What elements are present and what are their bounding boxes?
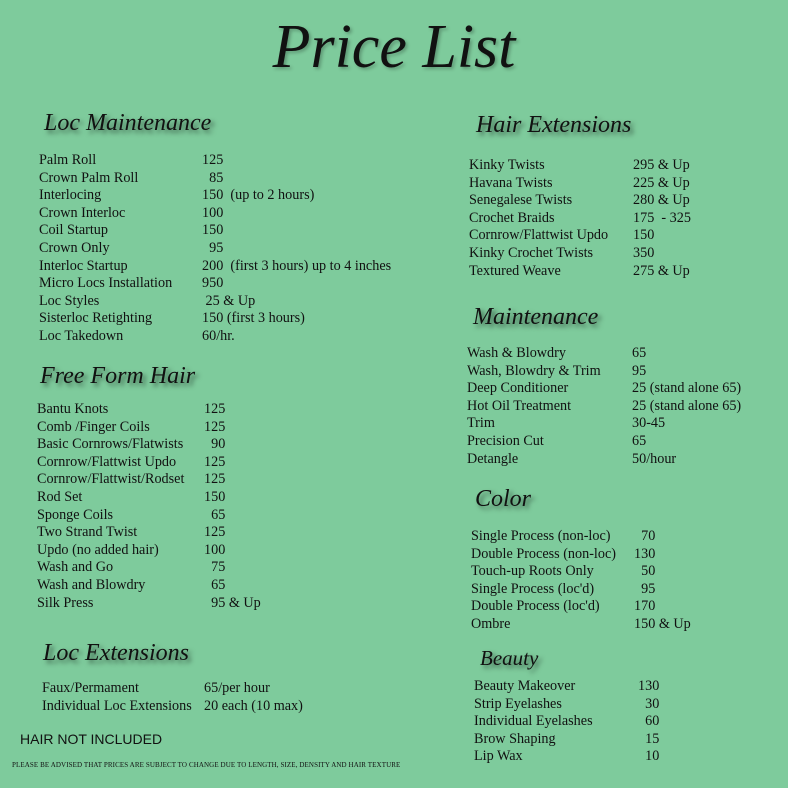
price-row — [39, 275, 419, 293]
price-row — [474, 713, 784, 731]
service-price: 65 — [204, 576, 226, 593]
price-row — [469, 210, 779, 228]
service-name: Kinky Crochet Twists — [469, 244, 594, 261]
service-name: Updo (no added hair) — [37, 541, 159, 558]
service-name: Crown Interloc — [39, 204, 126, 221]
loc-extensions-list — [42, 680, 422, 715]
service-name: Coil Startup — [39, 222, 108, 239]
service-price: 150 (first 3 hours) — [202, 310, 305, 327]
service-price: 95 — [634, 580, 656, 597]
service-price: 25 & Up — [202, 292, 256, 309]
service-name: Single Process (non-loc) — [471, 528, 611, 544]
loc-maintenance-list — [39, 152, 419, 346]
price-row — [37, 401, 417, 419]
service-name: Individual Loc Extensions — [42, 697, 192, 714]
price-row — [37, 454, 417, 472]
service-price: 60/hr. — [202, 327, 235, 344]
service-price: 50 — [634, 563, 656, 580]
service-name: Brow Shaping — [474, 730, 556, 747]
service-name: Cornrow/Flattwist Updo — [37, 453, 177, 470]
service-name: Individual Eyelashes — [474, 713, 593, 730]
service-name: Silk Press — [37, 594, 94, 611]
price-row — [37, 577, 417, 595]
service-name: Havana Twists — [469, 174, 553, 191]
price-row — [474, 678, 784, 696]
section-loc-maintenance — [44, 110, 211, 137]
service-price: 20 each (10 max) — [204, 697, 303, 714]
price-row — [42, 698, 422, 716]
service-price: 130 — [638, 678, 660, 694]
service-name: Crown Only — [39, 239, 110, 256]
service-price: 95 — [632, 362, 647, 379]
service-price: 150 — [633, 227, 655, 244]
service-name: Beauty Makeover — [474, 678, 576, 694]
service-name: Deep Conditioner — [467, 380, 569, 397]
service-price: 85 — [202, 169, 224, 186]
price-row — [471, 616, 781, 634]
section-heading: Loc Maintenance — [44, 110, 212, 136]
service-name: Cornrow/Flattwist Updo — [469, 227, 609, 244]
service-name: Crown Palm Roll — [39, 169, 139, 186]
section-heading: Hair Extensions — [476, 112, 632, 138]
service-price: 70 — [634, 528, 656, 544]
service-name: Trim — [467, 415, 495, 432]
price-row — [37, 542, 417, 560]
section-heading: Beauty — [480, 646, 539, 670]
service-name: Comb /Finger Coils — [37, 418, 150, 435]
service-price: 130 — [634, 545, 656, 562]
service-price: 280 & Up — [633, 192, 690, 209]
service-price: 100 — [202, 204, 224, 221]
price-row — [37, 489, 417, 507]
service-price: 150 — [204, 488, 226, 505]
service-name: Palm Roll — [39, 152, 97, 168]
service-price: 150 — [202, 222, 224, 239]
service-name: Wash & Blowdry — [467, 345, 566, 361]
service-price: 30 — [638, 695, 660, 712]
price-row — [469, 157, 779, 175]
service-price: 125 — [204, 401, 226, 417]
service-price: 75 — [204, 559, 226, 576]
price-row — [467, 451, 777, 469]
service-name: Basic Cornrows/Flatwists — [37, 436, 184, 453]
service-price: 95 & Up — [204, 594, 261, 611]
service-name: Touch-up Roots Only — [471, 563, 594, 580]
service-price: 65 — [632, 432, 647, 449]
price-row — [37, 471, 417, 489]
price-row — [37, 559, 417, 577]
price-row — [39, 328, 419, 346]
free-form-hair-list — [37, 401, 417, 612]
price-row — [467, 345, 777, 363]
service-name: Bantu Knots — [37, 401, 109, 417]
page-title: Price List — [272, 13, 516, 81]
service-price: 125 — [204, 524, 226, 541]
service-price: 350 — [633, 244, 655, 261]
price-row — [471, 581, 781, 599]
service-name: Interlocing — [39, 187, 102, 204]
service-name: Micro Locs Installation — [39, 275, 173, 292]
price-row — [39, 310, 419, 328]
hair-not-included-note: HAIR NOT INCLUDED — [20, 731, 163, 747]
service-name: Sponge Coils — [37, 506, 114, 523]
service-name: Precision Cut — [467, 432, 544, 449]
service-name: Single Process (loc'd) — [471, 580, 595, 597]
service-name: Senegalese Twists — [469, 192, 573, 209]
service-name: Loc Styles — [39, 292, 100, 309]
service-name: Faux/Permament — [42, 680, 139, 696]
price-row — [42, 680, 422, 698]
price-row — [469, 245, 779, 263]
service-price: 25 (stand alone 65) — [632, 397, 742, 414]
price-row — [467, 363, 777, 381]
section-loc-extensions — [43, 640, 189, 667]
service-price: 150 & Up — [634, 615, 691, 632]
service-price: 65/per hour — [204, 680, 270, 696]
service-name: Ombre — [471, 615, 511, 632]
price-row — [39, 187, 419, 205]
section-hair-extensions — [476, 112, 631, 139]
price-row — [471, 546, 781, 564]
price-row — [471, 598, 781, 616]
price-row — [39, 222, 419, 240]
price-row — [39, 240, 419, 258]
section-heading: Loc Extensions — [43, 640, 189, 666]
section-heading: Maintenance — [473, 304, 599, 330]
service-price: 125 — [204, 418, 226, 435]
price-row — [474, 731, 784, 749]
price-row — [467, 433, 777, 451]
service-price: 125 — [202, 152, 224, 168]
service-price: 295 & Up — [633, 157, 690, 173]
color-list — [471, 528, 781, 634]
service-price: 170 — [634, 598, 656, 615]
price-row — [39, 170, 419, 188]
service-price: 95 — [202, 239, 224, 256]
service-name: Detangle — [467, 450, 519, 467]
service-name: Kinky Twists — [469, 157, 545, 173]
service-name: Two Strand Twist — [37, 524, 138, 541]
price-row — [469, 192, 779, 210]
price-row — [39, 152, 419, 170]
service-price: 30-45 — [632, 415, 666, 432]
section-maintenance — [473, 304, 598, 331]
service-price: 950 — [202, 275, 224, 292]
service-name: Double Process (loc'd) — [471, 598, 600, 615]
price-row — [37, 595, 417, 613]
price-row — [39, 205, 419, 223]
service-price: 90 — [204, 436, 226, 453]
service-name: Wash and Blowdry — [37, 576, 146, 593]
service-price: 65 — [632, 345, 647, 361]
service-price: 60 — [638, 713, 660, 730]
beauty-list — [474, 678, 784, 766]
service-name: Interloc Startup — [39, 257, 128, 274]
service-price: 15 — [638, 730, 660, 747]
service-name: Lip Wax — [474, 748, 523, 765]
service-name: Double Process (non-loc) — [471, 545, 616, 562]
price-row — [471, 528, 781, 546]
price-row — [469, 263, 779, 281]
price-row — [474, 696, 784, 714]
service-price: 100 — [204, 541, 226, 558]
service-name: Wash, Blowdry & Trim — [467, 362, 601, 379]
service-price: 150 (up to 2 hours) — [202, 187, 315, 204]
hair-extensions-list — [469, 157, 779, 280]
service-price: 125 — [204, 453, 226, 470]
price-row — [39, 258, 419, 276]
service-name: Textured Weave — [469, 262, 561, 279]
service-price: 125 — [204, 471, 226, 488]
section-free-form-hair — [40, 363, 195, 390]
service-price: 10 — [638, 748, 660, 765]
price-row — [471, 563, 781, 581]
price-row — [467, 380, 777, 398]
section-heading: Color — [475, 486, 532, 512]
price-row — [39, 293, 419, 311]
price-disclaimer: PLEASE BE ADVISED THAT PRICES ARE SUBJECT TO CHANGE DUE TO LENGTH, SIZE, DENSITY AND HAIR TEXTURE — [12, 761, 401, 769]
service-name: Hot Oil Treatment — [467, 397, 572, 414]
price-row — [474, 748, 784, 766]
price-row — [37, 436, 417, 454]
service-name: Strip Eyelashes — [474, 695, 562, 712]
service-price: 25 (stand alone 65) — [632, 380, 742, 397]
service-name: Crochet Braids — [469, 209, 555, 226]
service-name: Rod Set — [37, 488, 83, 505]
maintenance-list — [467, 345, 777, 468]
price-row — [467, 398, 777, 416]
service-price: 200 (first 3 hours) up to 4 inches — [202, 257, 392, 274]
price-row — [469, 227, 779, 245]
service-name: Sisterloc Retighting — [39, 310, 153, 327]
service-price: 65 — [204, 506, 226, 523]
section-beauty — [480, 646, 538, 671]
section-color — [475, 486, 531, 513]
service-price: 175 - 325 — [633, 209, 691, 226]
price-row — [37, 507, 417, 525]
service-price: 275 & Up — [633, 262, 690, 279]
price-row — [37, 419, 417, 437]
service-name: Wash and Go — [37, 559, 114, 576]
price-row — [37, 524, 417, 542]
service-name: Cornrow/Flattwist/Rodset — [37, 471, 185, 488]
service-price: 225 & Up — [633, 174, 690, 191]
price-row — [469, 175, 779, 193]
service-price: 50/hour — [632, 450, 677, 467]
section-heading: Free Form Hair — [40, 363, 196, 389]
price-row — [467, 415, 777, 433]
service-name: Loc Takedown — [39, 327, 124, 344]
